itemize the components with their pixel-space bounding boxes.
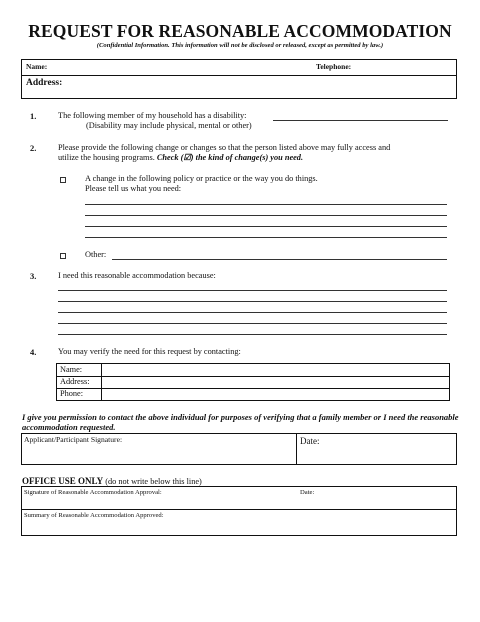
policy-change-checkbox[interactable] bbox=[60, 177, 66, 183]
q2-text-line2-plain: utilize the housing programs. bbox=[58, 153, 157, 162]
header-divider bbox=[22, 75, 456, 76]
option1-answer-line[interactable] bbox=[85, 226, 447, 227]
permission-statement: I give you permission to contact the above individual for purposes of verifying that a family member or I need the reasonable accommodation requested. bbox=[22, 412, 459, 432]
signature-row bbox=[21, 433, 457, 465]
contact-name-label: Name: bbox=[60, 365, 83, 374]
other-answer-line[interactable] bbox=[112, 259, 447, 260]
q3-answer-line[interactable] bbox=[58, 334, 447, 335]
office-use-note: (do not write below this line) bbox=[103, 477, 202, 486]
applicant-signature-label: Applicant/Participant Signature: bbox=[24, 435, 123, 444]
q4-number: 4. bbox=[30, 347, 37, 357]
option1-line2: Please tell us what you need: bbox=[85, 184, 182, 193]
approval-summary-label: Summary of Reasonable Accommodation Approved: bbox=[24, 512, 164, 519]
contact-address-label: Address: bbox=[60, 377, 90, 386]
contact-address-field[interactable] bbox=[102, 377, 449, 388]
applicant-info-box bbox=[21, 59, 457, 99]
q3-answer-line[interactable] bbox=[58, 301, 447, 302]
approval-signature-label: Signature of Reasonable Accommodation Approval: bbox=[24, 489, 162, 496]
q2-number: 2. bbox=[30, 143, 37, 153]
q3-number: 3. bbox=[30, 271, 37, 281]
q3-answer-line[interactable] bbox=[58, 323, 447, 324]
q2-text-line2-emphasis: Check (☑) the kind of change(s) you need. bbox=[156, 153, 304, 162]
q3-text: I need this reasonable accommodation because: bbox=[58, 271, 216, 280]
q2-text-line2 bbox=[58, 153, 303, 163]
q1-note: (Disability may include physical, mental or other) bbox=[86, 121, 252, 130]
option1-answer-line[interactable] bbox=[85, 215, 447, 216]
q3-answer-line[interactable] bbox=[58, 312, 447, 313]
office-use-heading bbox=[22, 476, 202, 486]
office-use-box bbox=[21, 486, 457, 536]
other-label: Other: bbox=[85, 250, 107, 259]
address-label: Address: bbox=[26, 78, 63, 88]
verification-contact-table bbox=[56, 363, 450, 401]
signature-date-label: Date: bbox=[300, 436, 320, 446]
q1-number: 1. bbox=[30, 111, 37, 121]
q4-text: You may verify the need for this request by contacting: bbox=[58, 347, 241, 356]
q3-answer-line[interactable] bbox=[58, 290, 447, 291]
form-subtitle: (Confidential Information. This information will not be disclosed or released, except as permitted by law.) bbox=[96, 42, 384, 49]
option1-answer-line[interactable] bbox=[85, 204, 447, 205]
q1-answer-line[interactable] bbox=[273, 120, 448, 121]
approval-date-label: Date: bbox=[300, 489, 315, 496]
form-title: REQUEST FOR REASONABLE ACCOMMODATION bbox=[28, 21, 452, 41]
contact-name-field[interactable] bbox=[102, 364, 449, 376]
q2-text-line1: Please provide the following change or changes so that the person listed above may fully access and bbox=[58, 143, 391, 152]
signature-date-field[interactable] bbox=[297, 447, 455, 464]
name-label: Name: bbox=[26, 62, 48, 71]
contact-phone-field[interactable] bbox=[102, 389, 449, 400]
telephone-label: Telephone: bbox=[316, 62, 352, 71]
office-row-divider bbox=[22, 509, 456, 510]
office-use-title: OFFICE USE ONLY bbox=[22, 476, 104, 486]
option1-answer-line[interactable] bbox=[85, 237, 447, 238]
option1-line1: A change in the following policy or practice or the way you do things. bbox=[85, 174, 318, 183]
applicant-signature-field[interactable] bbox=[22, 445, 295, 464]
contact-phone-label: Phone: bbox=[60, 389, 84, 398]
q1-text: The following member of my household has a disability: bbox=[58, 111, 247, 120]
other-checkbox[interactable] bbox=[60, 253, 66, 259]
